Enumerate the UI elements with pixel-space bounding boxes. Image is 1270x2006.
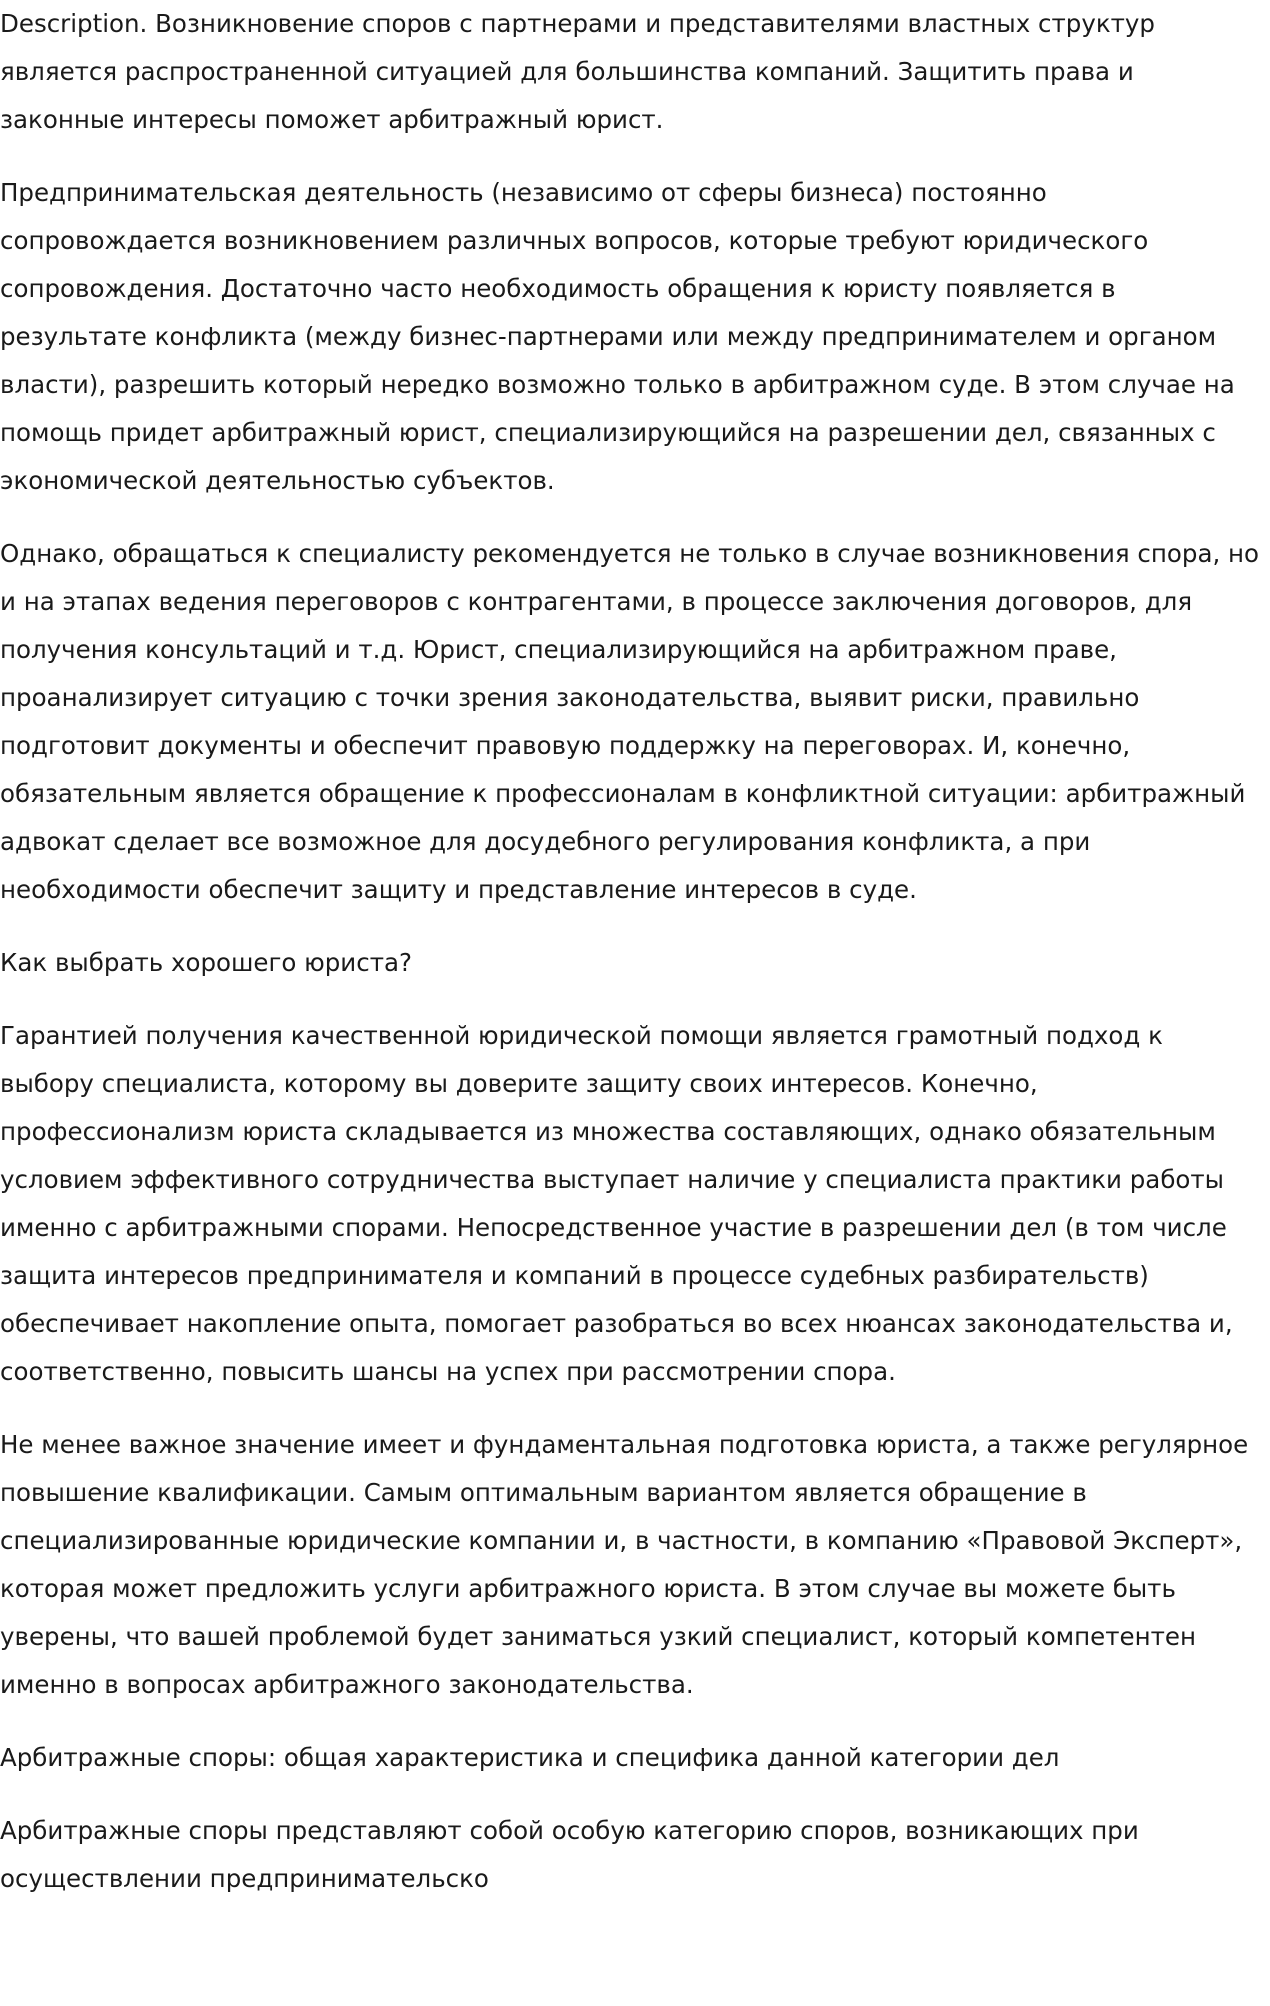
paragraph-quality-guarantee: Гарантией получения качественной юридической помощи является грамотный подход к выбору специалиста, которому вы доверите защиту своих интересов. Конечно, профессионализм юриста складывается из множества составляющих, однако обязательным условием эффективного сотрудничества выступает наличие у специалиста практики работы именно с арбитражными спорами. Непосредственное участие в разрешении дел (в том числе защита интересов предпринимателя и компаний в процессе судебных разбирательств) обеспечивает накопление опыта, помогает разобраться во всех нюансах законодательства и, соответственно, повысить шансы на успех при рассмотрении спора. — [0, 1021, 1233, 1386]
heading-arbitration-disputes: Арбитражные споры: общая характеристика и специфика данной категории дел — [0, 1743, 1060, 1772]
paragraph-when-to-consult: Однако, обращаться к специалисту рекомендуется не только в случае возникновения спора, но и на этапах ведения переговоров с контрагентами, в процессе заключения договоров, для получения консультаций и т.д. Юрист, специализирующийся на арбитражном праве, проанализирует ситуацию с точки зрения законодательства, выявит риски, правильно подготовит документы и обеспечит правовую поддержку на переговорах. И, конечно, обязательным является обращение к профессионалам в конфликтной ситуации: арбитражный адвокат сделает все возможное для досудебного регулирования конфликта, а при необходимости обеспечит защиту и представление интересов в суде. — [0, 539, 1260, 904]
paragraph-training: Не менее важное значение имеет и фундаментальная подготовка юриста, а также регулярное повышение квалификации. Самым оптимальным вариантом является обращение в специализированные юридические компании и, в частности, в компанию «Правовой Эксперт», которая может предложить услуги арбитражного юриста. В этом случае вы можете быть уверены, что вашей проблемой будет заниматься узкий специалист, который компетентен именно в вопросах арбитражного законодательства. — [0, 1430, 1249, 1699]
paragraph-description: Description. Возникновение споров с партнерами и представителями властных структур является распространенной ситуацией для большинства компаний. Защитить права и законные интересы поможет арбитражный юрист. — [0, 9, 1155, 134]
paragraph-business-activity: Предпринимательская деятельность (независимо от сферы бизнеса) постоянно сопровождается возникновением различных вопросов, которые требуют юридического сопровождения. Достаточно часто необходимость обращения к юристу появляется в результате конфликта (между бизнес-партнерами или между предпринимателем и органом власти), разрешить который нередко возможно только в арбитражном суде. В этом случае на помощь придет арбитражный юрист, специализирующийся на разрешении дел, связанных с экономической деятельностью субъектов. — [0, 178, 1235, 495]
paragraph-arbitration-intro: Арбитражные споры представляют собой особую категорию споров, возникающих при осуществлении предпринимательско — [0, 1816, 1139, 1893]
heading-how-to-choose: Как выбрать хорошего юриста? — [0, 948, 412, 977]
